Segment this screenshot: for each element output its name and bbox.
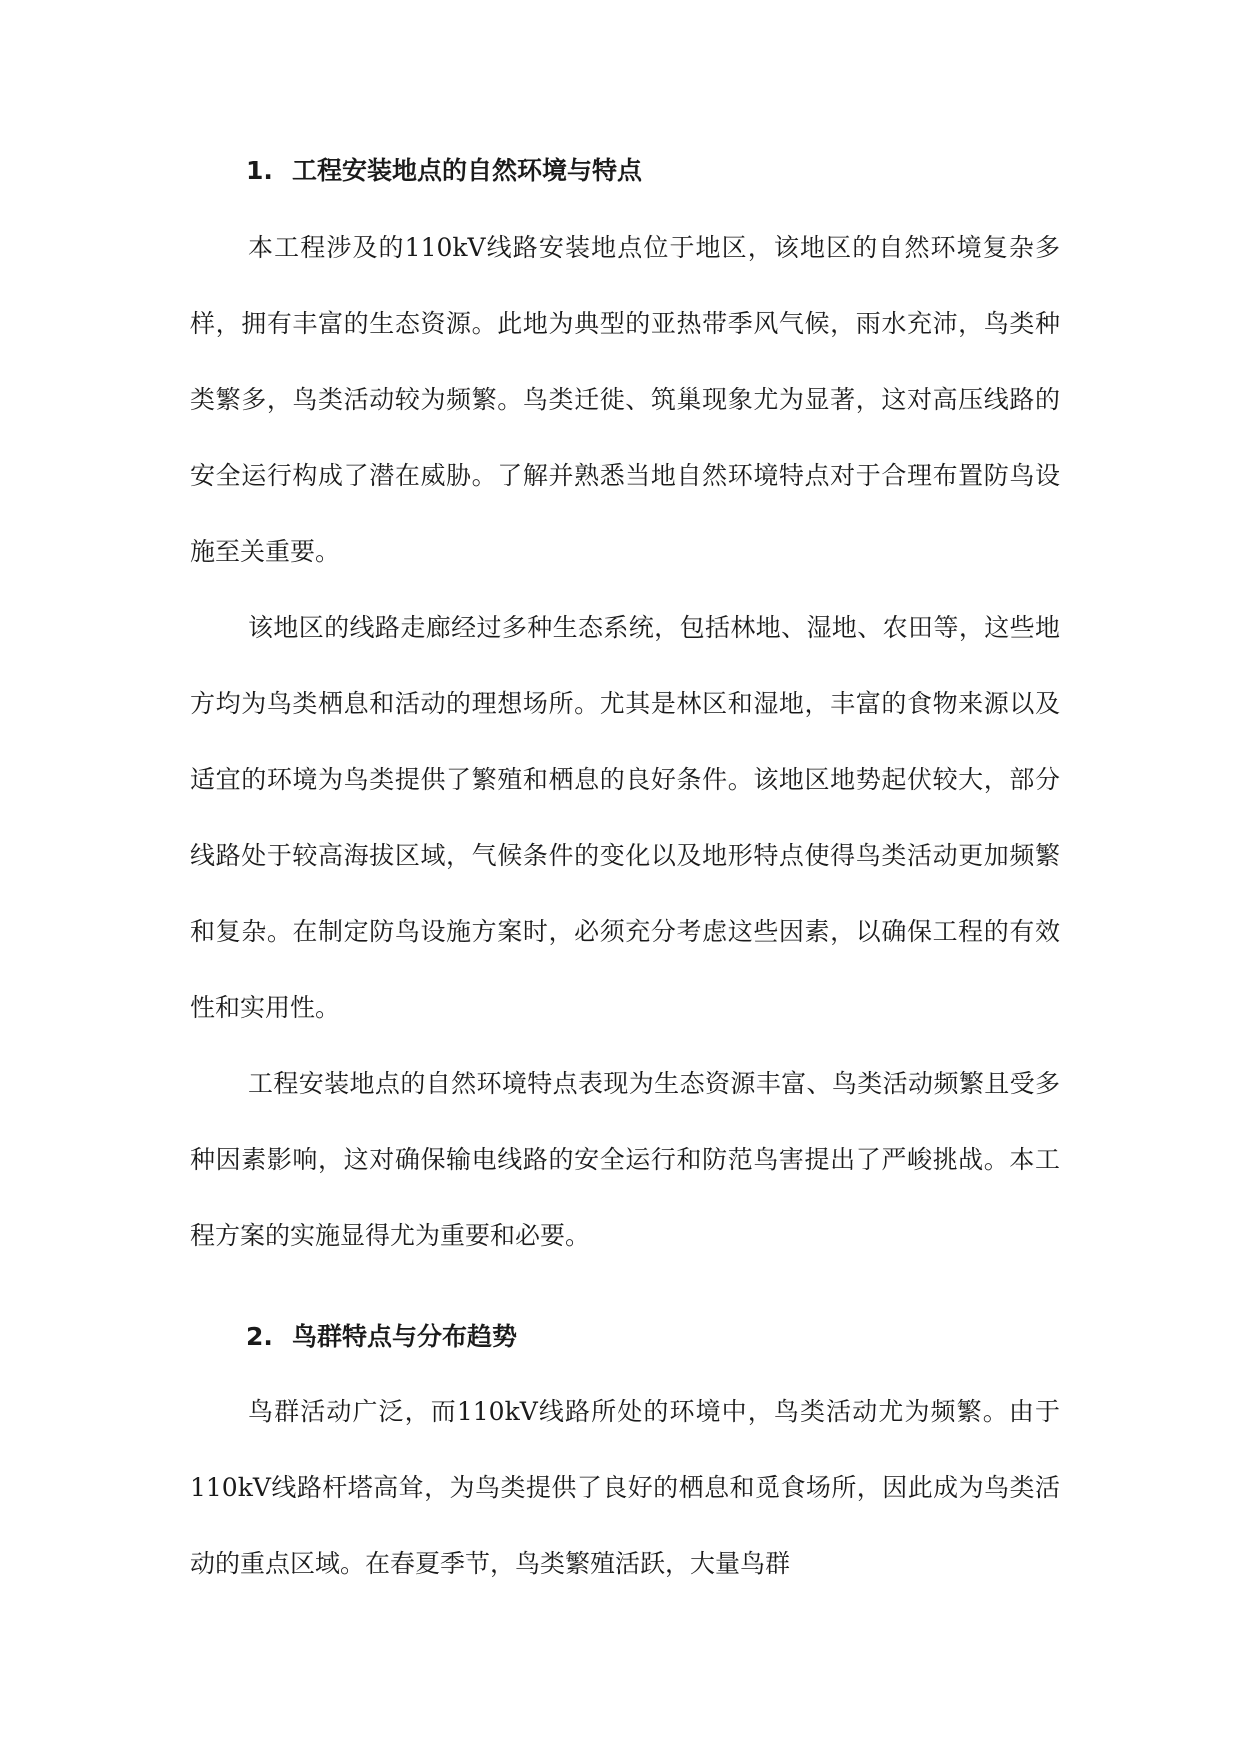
section-2-paragraph-1: 鸟群活动广泛，而110kV线路所处的环境中，鸟类活动尤为频繁。由于110kV线路杆塔高耸，为鸟类提供了良好的栖息和觅食场所，因此成为鸟类活动的重点区域。在春夏季节，鸟类繁殖活跃，大量鸟群 — [190, 1397, 1060, 1578]
section-1-paragraph-3: 工程安装地点的自然环境特点表现为生态资源丰富、鸟类活动频繁且受多种因素影响，这对确保输电线路的安全运行和防范鸟害提出了严峻挑战。本工程方案的实施显得尤为重要和必要。 — [190, 1069, 1060, 1250]
section-2-title: 鸟群特点与分布趋势 — [292, 1322, 518, 1351]
section-2-number: 2. — [246, 1322, 273, 1351]
section-1-paragraph-2: 该地区的线路走廊经过多种生态系统，包括林地、湿地、农田等，这些地方均为鸟类栖息和活动的理想场所。尤其是林区和湿地，丰富的食物来源以及适宜的环境为鸟类提供了繁殖和栖息的良好条件。该地区地势起伏较大，部分线路处于较高海拔区域，气候条件的变化以及地形特点使得鸟类活动更加频繁和复杂。在制定防鸟设施方案时，必须充分考虑这些因素，以确保工程的有效性和实用性。 — [190, 613, 1060, 1022]
section-1-paragraph-1: 本工程涉及的110kV线路安装地点位于地区，该地区的自然环境复杂多样，拥有丰富的生态资源。此地为典型的亚热带季风气候，雨水充沛，鸟类种类繁多，鸟类活动较为频繁。鸟类迁徙、筑巢现象尤为显著，这对高压线路的安全运行构成了潜在威胁。了解并熟悉当地自然环境特点对于合理布置防鸟设施至关重要。 — [190, 233, 1060, 566]
section-1-title: 工程安装地点的自然环境与特点 — [292, 156, 643, 185]
section-2-heading — [246, 1322, 517, 1352]
section-1-number: 1. — [246, 156, 273, 185]
section-1-heading — [246, 156, 642, 186]
